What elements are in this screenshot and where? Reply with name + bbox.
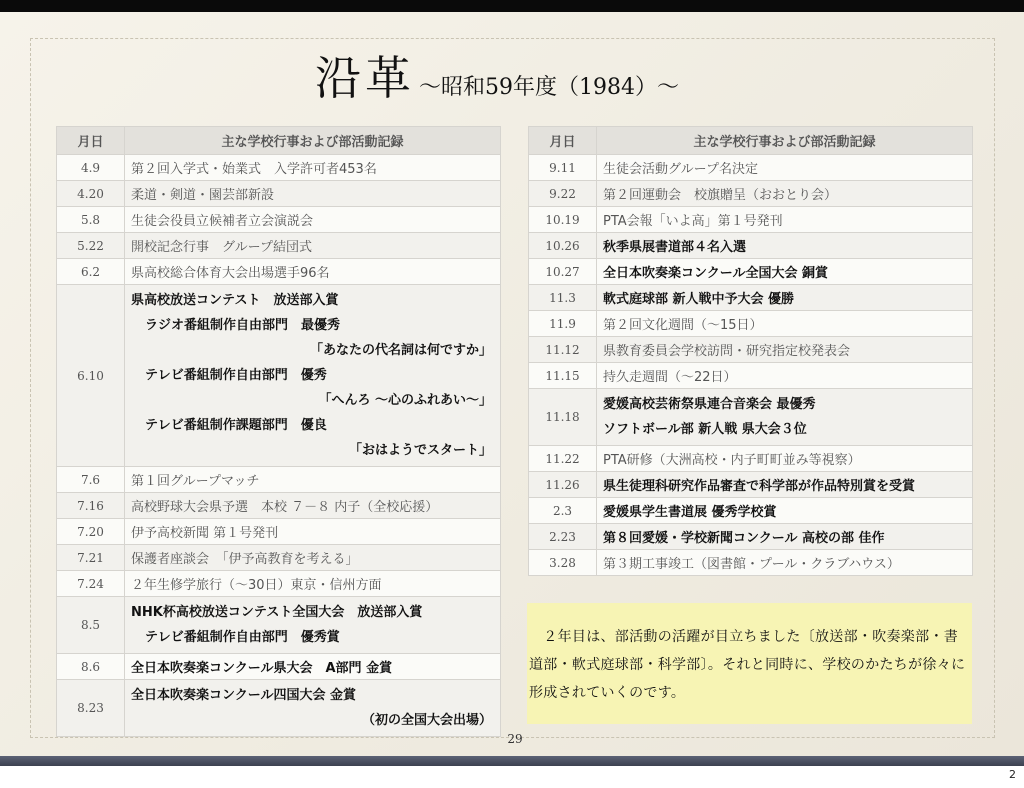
row-date: 5.22: [57, 233, 125, 259]
table-row: [529, 472, 973, 498]
table-row: [57, 259, 501, 285]
event-line: テレビ番組制作自由部門 優秀: [145, 368, 327, 383]
table-header-row: [57, 127, 501, 155]
event-line: 全日本吹奏楽コンクール四国大会 金賞: [131, 688, 357, 703]
row-event: 高校野球大会県予選 本校 ７－８ 内子（全校応援）: [125, 493, 501, 519]
row-date: 7.24: [57, 571, 125, 597]
table-header-row: [529, 127, 973, 155]
row-event: 第２回運動会 校旗贈呈（おおとり会）: [597, 181, 973, 207]
table-body-left: [57, 155, 501, 737]
table-row: [529, 233, 973, 259]
row-date: 8.6: [57, 654, 125, 680]
table-row: [57, 285, 501, 467]
table-row: [529, 311, 973, 337]
table-row: [529, 389, 973, 446]
table-row: [529, 259, 973, 285]
event-line: ラジオ番組制作自由部門 最優秀: [145, 318, 341, 333]
row-event: 第３期工事竣工（図書館・プール・クラブハウス）: [597, 550, 973, 576]
event-line: 愛媛高校芸術祭県連合音楽会 最優秀: [603, 397, 816, 412]
row-date: 10.19: [529, 207, 597, 233]
row-date: 11.22: [529, 446, 597, 472]
table-row: [57, 680, 501, 737]
row-date: 11.9: [529, 311, 597, 337]
row-date: 6.10: [57, 285, 125, 467]
row-date: 9.11: [529, 155, 597, 181]
table-row: [57, 181, 501, 207]
row-date: 8.23: [57, 680, 125, 737]
event-line: 「おはようでスタート」: [348, 443, 492, 458]
table-row: [529, 155, 973, 181]
row-date: 11.15: [529, 363, 597, 389]
table-row: [57, 545, 501, 571]
header-event: 主な学校行事および部活動記録: [125, 127, 501, 155]
history-table-left: [56, 126, 501, 737]
row-event: 県生徒理科研究作品審査で科学部が作品特別賞を受賞: [597, 472, 973, 498]
row-date: 11.3: [529, 285, 597, 311]
row-event: 第８回愛媛・学校新聞コンクール 高校の部 佳作: [597, 524, 973, 550]
table-row: [529, 550, 973, 576]
row-event: 第２回入学式・始業式 入学許可者453名: [125, 155, 501, 181]
row-event: 第２回文化週間（～15日）: [597, 311, 973, 337]
table-row: [57, 207, 501, 233]
row-event: 県高校総合体育大会出場選手96名: [125, 259, 501, 285]
slide: [0, 12, 1024, 756]
row-event: 伊予高校新聞 第１号発刊: [125, 519, 501, 545]
table-row: [529, 524, 973, 550]
table-row: [529, 181, 973, 207]
row-event: [125, 680, 501, 737]
row-event: 全日本吹奏楽コンクール県大会 A部門 金賞: [125, 654, 501, 680]
bottom-bar: [0, 756, 1024, 766]
row-date: 2.3: [529, 498, 597, 524]
row-event: 軟式庭球部 新人戦中予大会 優勝: [597, 285, 973, 311]
title-main: 沿革: [315, 51, 415, 105]
row-event: 全日本吹奏楽コンクール全国大会 銅賞: [597, 259, 973, 285]
summary-note: [527, 603, 972, 724]
row-date: 7.21: [57, 545, 125, 571]
row-event: 秋季県展書道部４名入選: [597, 233, 973, 259]
table-row: [57, 155, 501, 181]
row-date: 10.27: [529, 259, 597, 285]
header-date: 月日: [529, 127, 597, 155]
row-event: 第１回グループマッチ: [125, 467, 501, 493]
table-row: [529, 446, 973, 472]
row-date: 7.20: [57, 519, 125, 545]
row-date: 7.6: [57, 467, 125, 493]
row-event: ２年生修学旅行（～30日）東京・信州方面: [125, 571, 501, 597]
table-row: [529, 498, 973, 524]
event-line: 県高校放送コンテスト 放送部入賞: [131, 293, 339, 308]
row-date: 3.28: [529, 550, 597, 576]
summary-note-text: ２年目は、部活動の活躍が目立ちました〔放送部・吹奏楽部・書道部・軟式庭球部・科学部〕。それと同時に、学校のかたちが徐々に形成されていくのです。: [529, 629, 966, 701]
event-line: （初の全国大会出場）: [361, 713, 492, 728]
page-title: [315, 42, 679, 105]
event-line: NHK杯高校放送コンテスト全国大会 放送部入賞: [131, 605, 423, 620]
table-row: [57, 467, 501, 493]
page-number: 29: [507, 732, 523, 746]
title-subtitle: ～昭和59年度（1984）～: [419, 75, 679, 100]
event-line: 「へんろ ～心のふれあい～」: [318, 393, 492, 408]
event-line: ソフトボール部 新人戦 県大会３位: [603, 422, 807, 437]
event-line: 「あなたの代名詞は何ですか」: [309, 343, 492, 358]
table-row: [57, 654, 501, 680]
top-bar: [0, 0, 1024, 12]
table-row: [529, 363, 973, 389]
row-event: 保護者座談会 「伊予高教育を考える」: [125, 545, 501, 571]
row-event: [125, 285, 501, 467]
table-row: [529, 337, 973, 363]
row-date: 4.9: [57, 155, 125, 181]
event-line: テレビ番組制作課題部門 優良: [145, 418, 327, 433]
table-row: [57, 571, 501, 597]
row-date: 9.22: [529, 181, 597, 207]
row-date: 7.16: [57, 493, 125, 519]
row-event: [597, 389, 973, 446]
row-event: PTA会報「いよ高」第１号発刊: [597, 207, 973, 233]
table-row: [529, 285, 973, 311]
table-row: [57, 493, 501, 519]
table-row: [57, 233, 501, 259]
row-event: 持久走週間（～22日）: [597, 363, 973, 389]
table-body-right: [529, 155, 973, 576]
row-date: 6.2: [57, 259, 125, 285]
row-date: 11.12: [529, 337, 597, 363]
table-row: [57, 519, 501, 545]
row-event: 柔道・剣道・園芸部新設: [125, 181, 501, 207]
row-date: 11.18: [529, 389, 597, 446]
row-date: 4.20: [57, 181, 125, 207]
viewer-page-indicator: 2: [1009, 768, 1016, 781]
header-date: 月日: [57, 127, 125, 155]
row-event: 開校記念行事 グループ結団式: [125, 233, 501, 259]
row-event: 県教育委員会学校訪問・研究指定校発表会: [597, 337, 973, 363]
row-event: 生徒会活動グループ名決定: [597, 155, 973, 181]
row-event: [125, 597, 501, 654]
row-event: PTA研修（大洲高校・内子町町並み等視察）: [597, 446, 973, 472]
row-event: 生徒会役員立候補者立会演説会: [125, 207, 501, 233]
table-row: [57, 597, 501, 654]
header-event: 主な学校行事および部活動記録: [597, 127, 973, 155]
history-table-right: [528, 126, 973, 576]
row-date: 11.26: [529, 472, 597, 498]
table-row: [529, 207, 973, 233]
row-date: 8.5: [57, 597, 125, 654]
row-date: 2.23: [529, 524, 597, 550]
row-event: 愛媛県学生書道展 優秀学校賞: [597, 498, 973, 524]
row-date: 5.8: [57, 207, 125, 233]
row-date: 10.26: [529, 233, 597, 259]
event-line: テレビ番組制作自由部門 優秀賞: [145, 630, 340, 645]
